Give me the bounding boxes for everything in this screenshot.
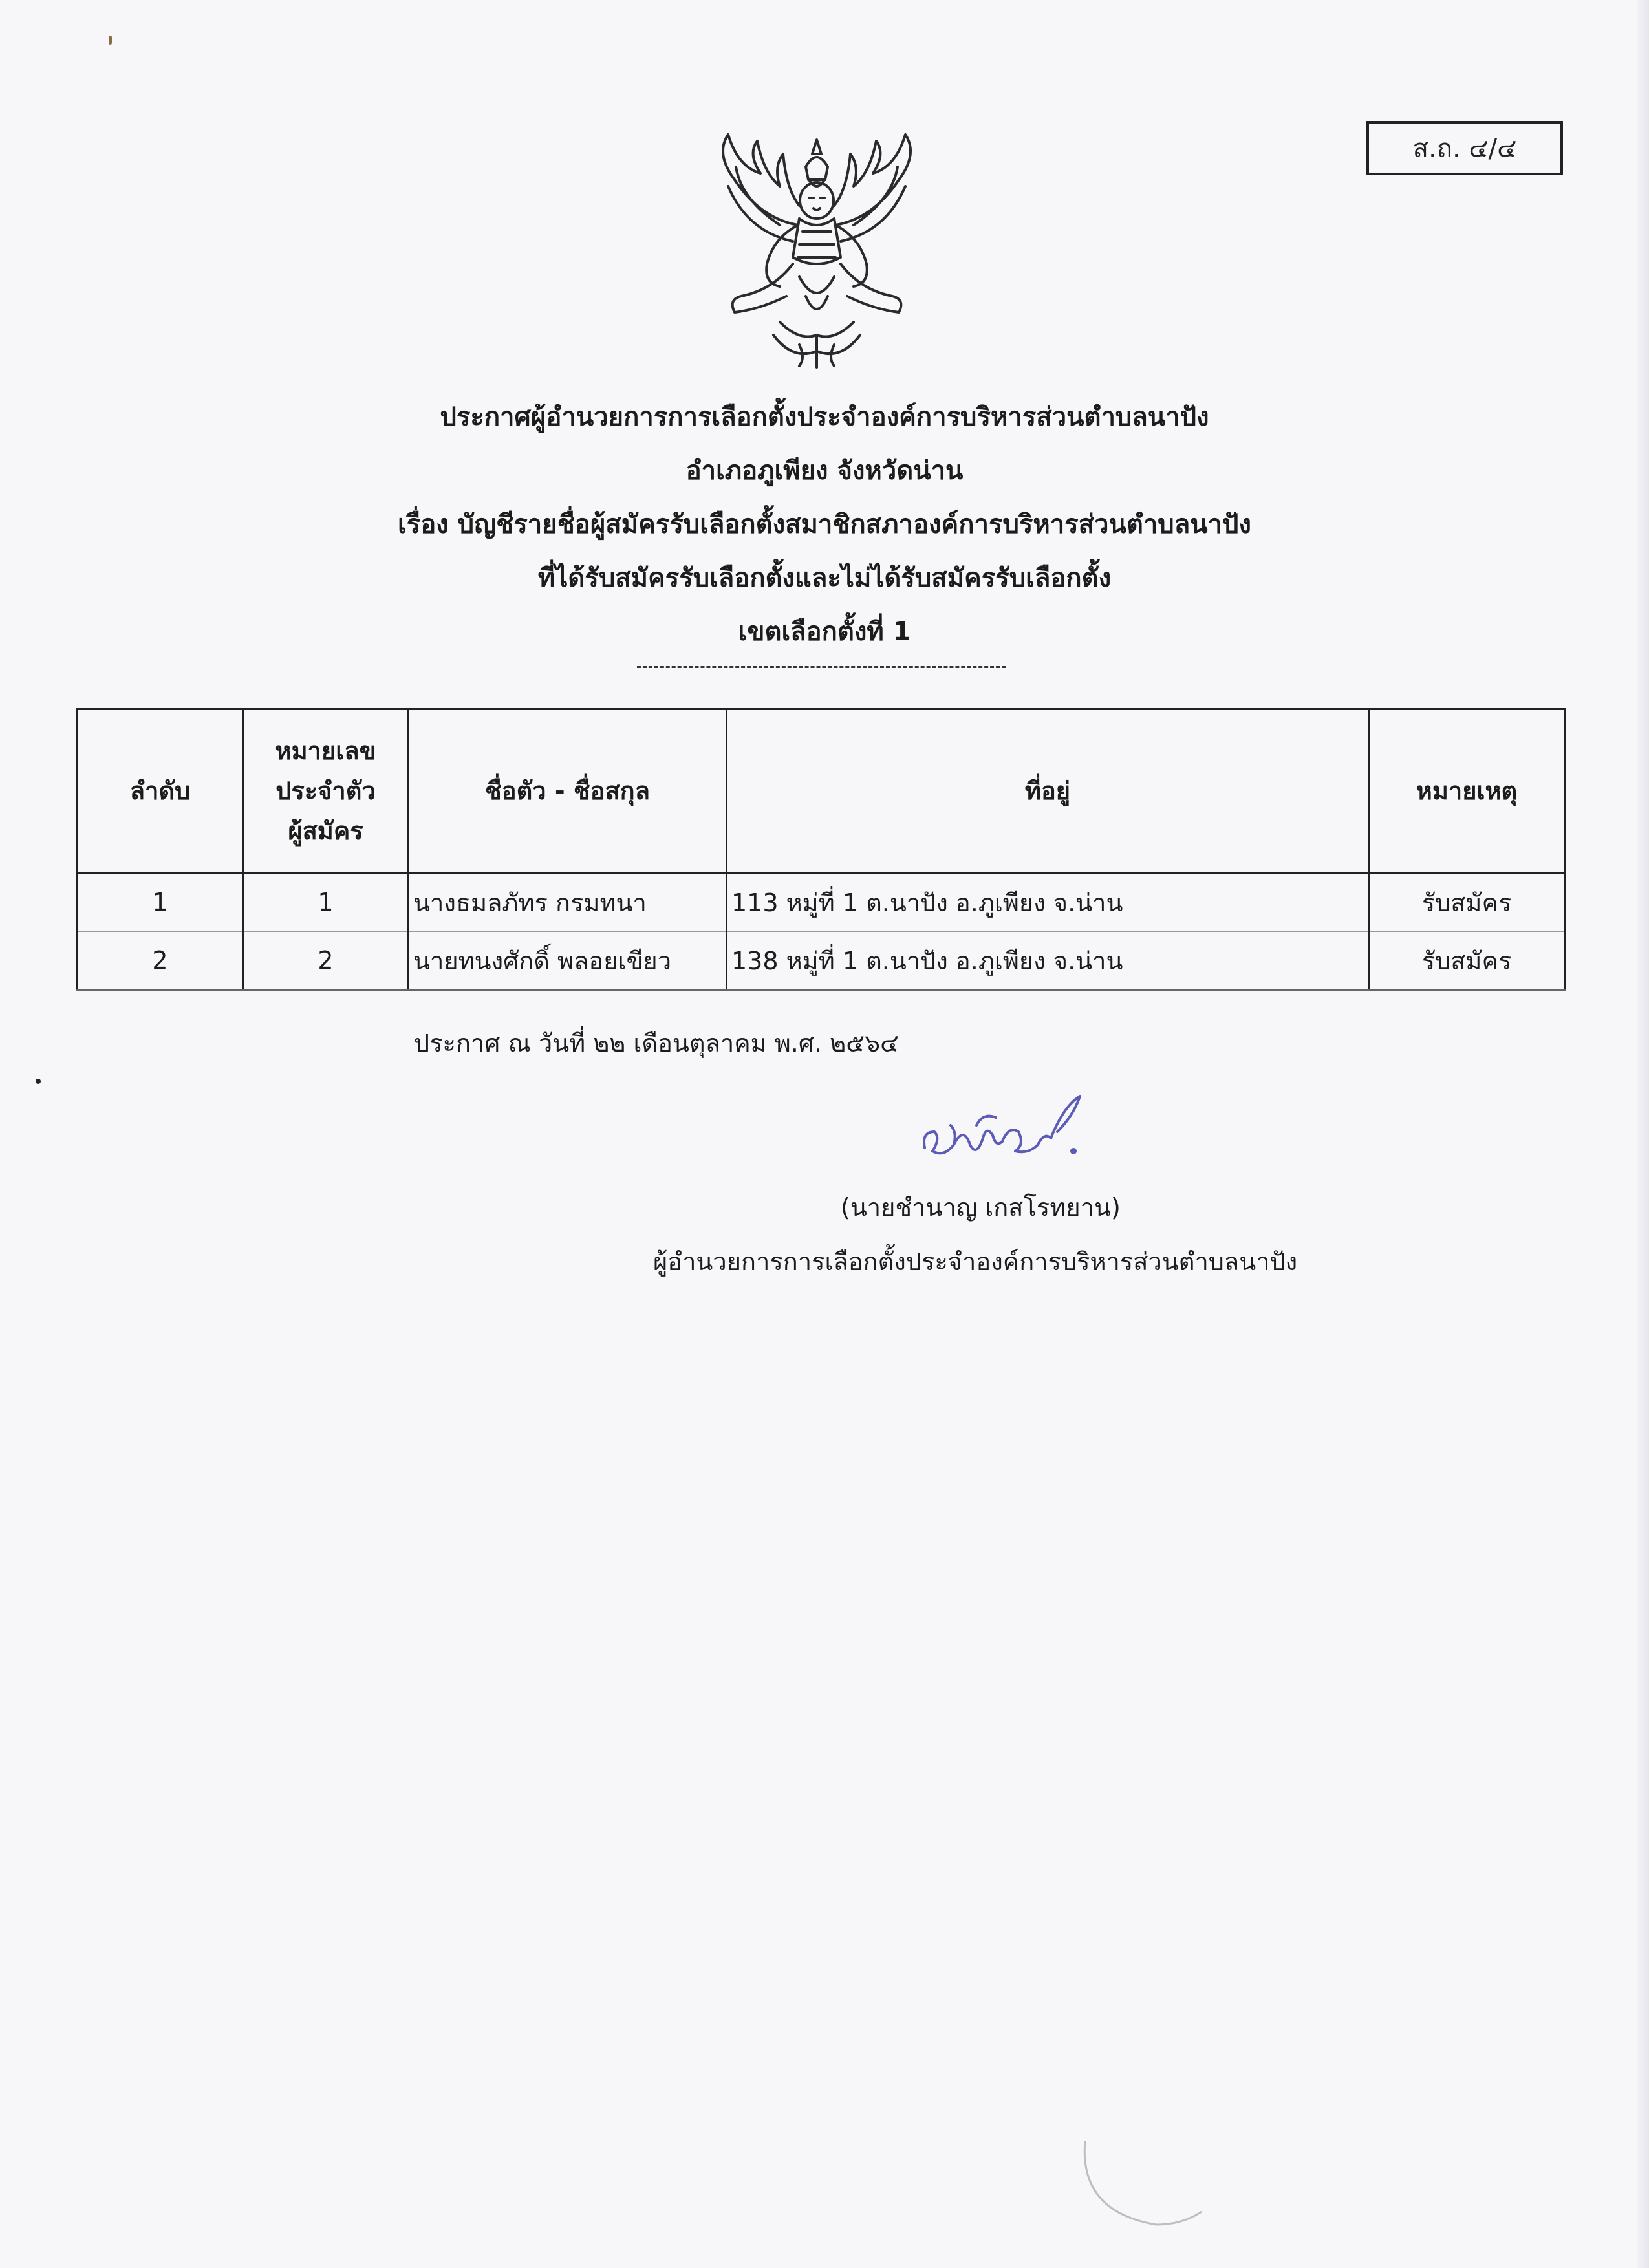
cell-order: 2 [78, 931, 243, 990]
form-code-box [1366, 121, 1563, 175]
header-order: ลำดับ [78, 709, 243, 873]
header-number-line-1: หมายเลข [275, 737, 376, 765]
signer-name: (นายชำนาญ เกสโรทยาน) [841, 1193, 1121, 1222]
form-code: ส.ถ. ๔/๔ [1412, 134, 1517, 164]
handwritten-signature-icon [918, 1086, 1086, 1171]
cell-name: นางธมลภัทร กรมทนา [409, 873, 727, 932]
announcement-date: ประกาศ ณ วันที่ ๒๒ เดือนตุลาคม พ.ศ. ๒๕๖๔ [414, 1029, 899, 1057]
heading-line-3: เรื่อง บัญชีรายชื่อผู้สมัครรับเลือกตั้งสมาชิกสภาองค์การบริหารส่วนตำบลนาปัง [398, 510, 1251, 539]
cell-remark: รับสมัคร [1369, 873, 1565, 932]
cell-order: 1 [78, 873, 243, 932]
cell-number: 2 [243, 931, 409, 990]
signer-title: ผู้อำนวยการการเลือกตั้งประจำองค์การบริหารส่วนตำบลนาปัง [653, 1247, 1298, 1276]
page-edge [1637, 0, 1649, 2268]
cell-address: 113 หมู่ที่ 1 ต.นาปัง อ.ภูเพียง จ.น่าน [727, 873, 1369, 932]
faint-stamp-mark [1079, 2134, 1208, 2238]
speck-mark [109, 36, 112, 45]
header-remark: หมายเหตุ [1369, 709, 1565, 873]
header-candidate-number [243, 709, 409, 873]
heading-line-2: อำเภอภูเพียง จังหวัดน่าน [685, 456, 964, 486]
cell-number: 1 [243, 873, 409, 932]
cell-remark: รับสมัคร [1369, 931, 1565, 990]
speck-mark [36, 1079, 41, 1084]
table-header-row [78, 709, 1565, 873]
heading-line-4: ที่ได้รับสมัครรับเลือกตั้งและไม่ได้รับสมัครรับเลือกตั้ง [537, 563, 1112, 593]
table-row [78, 931, 1565, 990]
header-number-line-3: ผู้สมัคร [288, 817, 363, 845]
header-name: ชื่อตัว - ชื่อสกุล [409, 709, 727, 873]
garuda-emblem-icon [702, 128, 931, 370]
cell-name: นายทนงศักดิ์ พลอยเขียว [409, 931, 727, 990]
candidate-table [76, 708, 1566, 991]
table-row [78, 873, 1565, 932]
heading-line-5: เขตเลือกตั้งที่ 1 [738, 617, 911, 647]
cell-address: 138 หมู่ที่ 1 ต.นาปัง อ.ภูเพียง จ.น่าน [727, 931, 1369, 990]
dashed-divider [637, 666, 1006, 668]
header-number-line-2: ประจำตัว [275, 777, 376, 805]
header-address: ที่อยู่ [727, 709, 1369, 873]
heading-line-1: ประกาศผู้อำนวยการการเลือกตั้งประจำองค์การบริหารส่วนตำบลนาปัง [440, 402, 1209, 432]
